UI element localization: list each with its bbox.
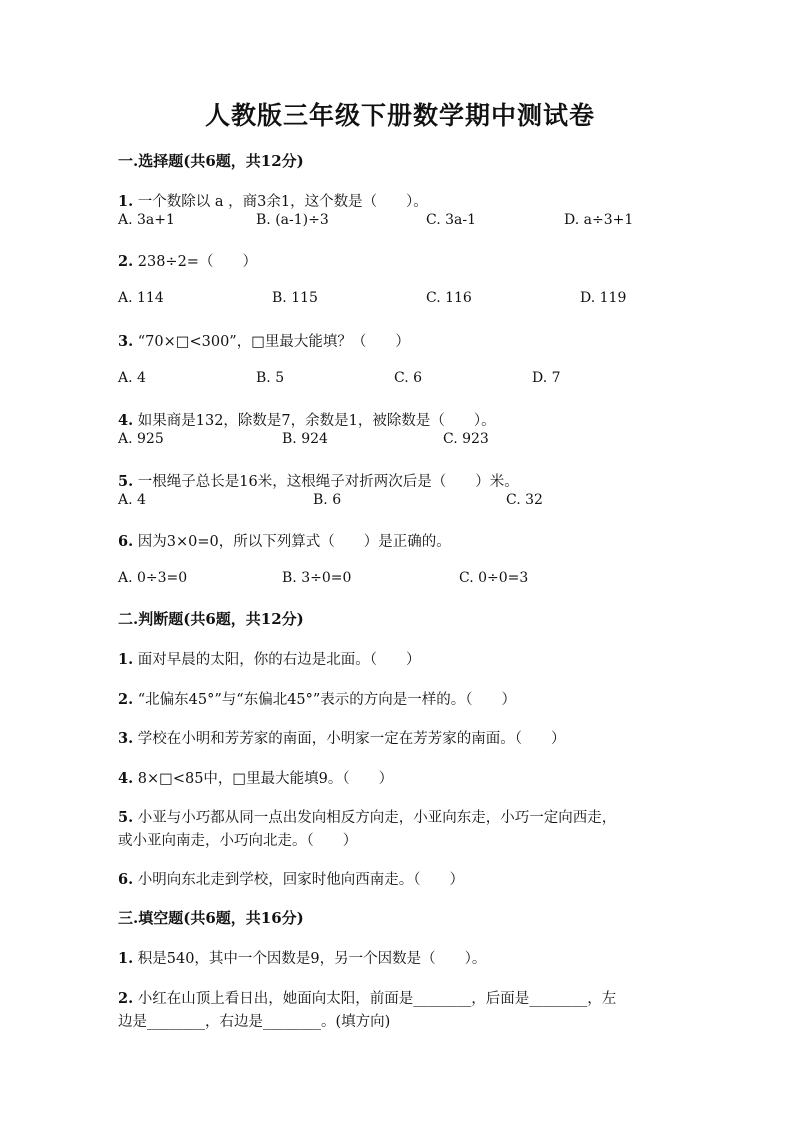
question-1-5 [118,470,519,491]
option-d: D. 7 [532,370,561,386]
question-number: 5. [118,809,134,826]
question-number: 3. [118,730,134,747]
question-2-3 [118,727,566,748]
option-d: D. 119 [580,290,627,306]
question-number: 4. [118,412,134,429]
option-a: A. 4 [118,370,146,386]
option-c: C. 32 [506,492,543,508]
question-text: 8×□<85中，□里最大能填9。（ ） [137,771,394,787]
question-number: 1. [118,651,134,668]
question-number: 4. [118,770,134,787]
question-text: 小红在山顶上看日出，她面向太阳，前面是________，后面是________，左 [137,991,617,1007]
question-2-6 [118,868,464,889]
question-text: “北偏东45°”与“东偏北45°”表示的方向是一样的。（ ） [137,692,517,708]
question-text: 小明向东北走到学校，回家时他向西南走。（ ） [137,872,464,888]
question-2-4 [118,767,393,788]
question-1-2 [118,250,257,271]
question-1-6 [118,530,451,551]
question-text: 积是540，其中一个因数是9，另一个因数是（ ）。 [137,951,487,967]
option-b: B. 115 [272,290,318,306]
question-number: 1. [118,950,134,967]
question-text: 一根绳子总长是16米，这根绳子对折两次后是（ ）米。 [137,474,519,490]
question-text: 学校在小明和芳芳家的南面，小明家一定在芳芳家的南面。（ ） [137,731,566,747]
question-text: 238÷2=（ ） [137,254,257,270]
question-number: 5. [118,473,134,490]
question-2-5 [118,806,616,827]
option-b: B. (a-1)÷3 [256,212,329,228]
question-3-1 [118,947,486,968]
option-a: A. 0÷3=0 [118,570,188,586]
question-number: 6. [118,533,134,550]
option-c: C. 923 [443,431,489,447]
question-number: 3. [118,333,134,350]
question-1-3 [118,330,410,351]
option-a: A. 4 [118,492,146,508]
question-number: 1. [118,193,134,210]
section-heading-judge: 二.判断题(共6题，共12分) [118,610,304,628]
question-number: 6. [118,871,134,888]
option-b: B. 924 [282,431,328,447]
option-b: B. 3÷0=0 [282,570,352,586]
question-text: 面对早晨的太阳，你的右边是北面。（ ） [137,652,421,668]
section-heading-choice: 一.选择题(共6题，共12分) [118,152,304,170]
question-number: 2. [118,990,134,1007]
question-number: 2. [118,253,134,270]
option-d: D. a÷3+1 [564,212,634,228]
option-b: B. 6 [313,492,342,508]
option-c: C. 6 [394,370,423,386]
question-2-5-continued: 或小亚向南走，小巧向北走。（ ） [118,833,358,849]
option-b: B. 5 [256,370,285,386]
question-2-1 [118,648,421,669]
question-text: 一个数除以 a ，商3余1，这个数是（ ）。 [137,194,428,210]
option-a: A. 925 [118,431,164,447]
question-number: 2. [118,691,134,708]
question-2-2 [118,688,516,709]
question-text: 小亚与小巧都从同一点出发向相反方向走，小亚向东走，小巧一定向西走， [137,810,617,826]
option-a: A. 114 [118,290,164,306]
question-3-2 [118,987,616,1008]
option-c: C. 116 [426,290,472,306]
question-text: 因为3×0=0，所以下列算式（ ）是正确的。 [137,534,451,550]
question-1-4 [118,409,496,430]
question-text: “70×□<300”，□里最大能填？（ ） [137,334,410,350]
option-c: C. 3a-1 [426,212,477,228]
question-1-1 [118,190,428,211]
question-text: 如果商是132，除数是7，余数是1，被除数是（ ）。 [137,413,496,429]
question-3-2-continued: 边是________，右边是________。(填方向) [118,1014,391,1030]
option-c: C. 0÷0=3 [459,570,529,586]
section-heading-fill: 三.填空题(共6题，共16分) [118,909,304,927]
page-title: 人教版三年级下册数学期中测试卷 [204,101,595,130]
option-a: A. 3a+1 [118,212,175,228]
